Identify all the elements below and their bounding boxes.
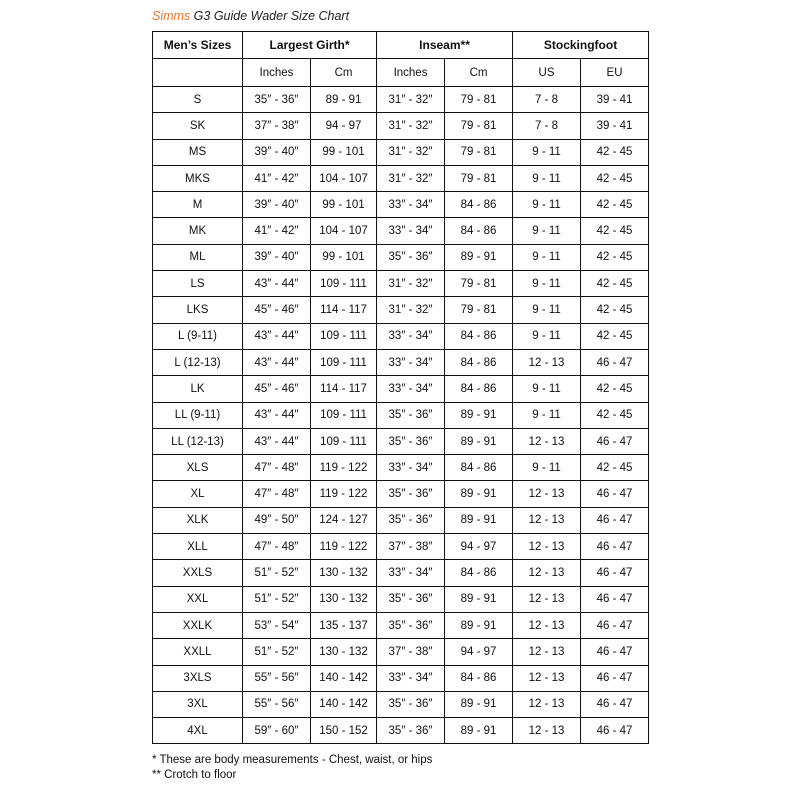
table-row (153, 139, 649, 165)
cell-us-size: 12 - 13 (513, 665, 581, 691)
cell-us-size: 9 - 11 (513, 297, 581, 323)
cell-girth-cm: 99 - 101 (311, 244, 377, 270)
cell-inseam-cm: 79 - 81 (445, 297, 513, 323)
footnotes (152, 753, 432, 783)
cell-inseam-inches: 31″ - 32″ (377, 165, 445, 191)
cell-inseam-cm: 89 - 91 (445, 718, 513, 744)
cell-girth-inches: 41″ - 42″ (243, 165, 311, 191)
cell-girth-cm: 130 - 132 (311, 560, 377, 586)
subheader-eu: EU (581, 59, 649, 87)
table-row (153, 455, 649, 481)
cell-inseam-inches: 35″ - 36″ (377, 402, 445, 428)
cell-inseam-inches: 33″ - 34″ (377, 665, 445, 691)
cell-size: XXLL (153, 639, 243, 665)
cell-eu-size: 39 - 41 (581, 113, 649, 139)
cell-size: L (9-11) (153, 323, 243, 349)
cell-girth-cm: 109 - 111 (311, 271, 377, 297)
cell-eu-size: 46 - 47 (581, 428, 649, 454)
cell-size: ML (153, 244, 243, 270)
cell-eu-size: 42 - 45 (581, 455, 649, 481)
cell-us-size: 12 - 13 (513, 718, 581, 744)
cell-us-size: 7 - 8 (513, 87, 581, 113)
table-row (153, 349, 649, 375)
cell-us-size: 9 - 11 (513, 192, 581, 218)
cell-size: XLL (153, 534, 243, 560)
cell-girth-inches: 45″ - 46″ (243, 297, 311, 323)
cell-girth-cm: 114 - 117 (311, 376, 377, 402)
cell-us-size: 12 - 13 (513, 560, 581, 586)
brand-name: Simms (152, 9, 191, 23)
cell-eu-size: 42 - 45 (581, 244, 649, 270)
cell-girth-inches: 39″ - 40″ (243, 139, 311, 165)
cell-inseam-cm: 84 - 86 (445, 349, 513, 375)
cell-eu-size: 39 - 41 (581, 87, 649, 113)
cell-inseam-cm: 84 - 86 (445, 323, 513, 349)
cell-size: XLS (153, 455, 243, 481)
cell-eu-size: 42 - 45 (581, 271, 649, 297)
cell-girth-inches: 43″ - 44″ (243, 271, 311, 297)
table-row (153, 297, 649, 323)
cell-girth-cm: 94 - 97 (311, 113, 377, 139)
cell-size: XXLK (153, 612, 243, 638)
cell-size: MS (153, 139, 243, 165)
footnote-crotch-to-floor: ** Crotch to floor (152, 769, 237, 781)
subheader-inseam-inches: Inches (377, 59, 445, 87)
cell-eu-size: 46 - 47 (581, 691, 649, 717)
cell-eu-size: 42 - 45 (581, 165, 649, 191)
cell-size: 3XL (153, 691, 243, 717)
cell-eu-size: 46 - 47 (581, 507, 649, 533)
chart-title (152, 9, 349, 23)
cell-inseam-cm: 79 - 81 (445, 271, 513, 297)
size-chart-table (152, 31, 649, 744)
cell-inseam-inches: 33″ - 34″ (377, 218, 445, 244)
cell-inseam-cm: 79 - 81 (445, 165, 513, 191)
cell-us-size: 9 - 11 (513, 271, 581, 297)
cell-size: LL (12-13) (153, 428, 243, 454)
cell-inseam-inches: 33″ - 34″ (377, 323, 445, 349)
cell-inseam-inches: 35″ - 36″ (377, 244, 445, 270)
cell-girth-inches: 49″ - 50″ (243, 507, 311, 533)
cell-girth-inches: 43″ - 44″ (243, 349, 311, 375)
table-row (153, 218, 649, 244)
cell-inseam-cm: 84 - 86 (445, 560, 513, 586)
cell-us-size: 12 - 13 (513, 349, 581, 375)
cell-us-size: 9 - 11 (513, 165, 581, 191)
cell-girth-inches: 59″ - 60″ (243, 718, 311, 744)
cell-size: 4XL (153, 718, 243, 744)
subheader-us: US (513, 59, 581, 87)
cell-girth-cm: 109 - 111 (311, 349, 377, 375)
cell-size: MKS (153, 165, 243, 191)
size-rows (153, 87, 649, 744)
cell-inseam-inches: 35″ - 36″ (377, 612, 445, 638)
cell-size: S (153, 87, 243, 113)
cell-size: SK (153, 113, 243, 139)
cell-girth-cm: 99 - 101 (311, 192, 377, 218)
cell-inseam-inches: 31″ - 32″ (377, 87, 445, 113)
cell-girth-cm: 104 - 107 (311, 165, 377, 191)
cell-eu-size: 46 - 47 (581, 534, 649, 560)
cell-girth-inches: 43″ - 44″ (243, 402, 311, 428)
cell-girth-cm: 119 - 122 (311, 455, 377, 481)
cell-inseam-cm: 89 - 91 (445, 691, 513, 717)
cell-inseam-inches: 35″ - 36″ (377, 428, 445, 454)
table-row (153, 428, 649, 454)
cell-girth-inches: 39″ - 40″ (243, 244, 311, 270)
cell-inseam-inches: 33″ - 34″ (377, 376, 445, 402)
table-row (153, 402, 649, 428)
cell-eu-size: 46 - 47 (581, 481, 649, 507)
cell-inseam-cm: 89 - 91 (445, 481, 513, 507)
cell-inseam-cm: 84 - 86 (445, 665, 513, 691)
cell-size: M (153, 192, 243, 218)
cell-us-size: 12 - 13 (513, 586, 581, 612)
cell-girth-inches: 51″ - 52″ (243, 586, 311, 612)
table-row (153, 323, 649, 349)
cell-inseam-inches: 31″ - 32″ (377, 271, 445, 297)
table-row (153, 507, 649, 533)
cell-size: LKS (153, 297, 243, 323)
header-largest-girth: Largest Girth* (243, 32, 377, 59)
table-row (153, 560, 649, 586)
cell-size: LL (9-11) (153, 402, 243, 428)
cell-us-size: 9 - 11 (513, 218, 581, 244)
cell-size: LK (153, 376, 243, 402)
cell-inseam-cm: 94 - 97 (445, 639, 513, 665)
cell-inseam-cm: 89 - 91 (445, 612, 513, 638)
cell-inseam-inches: 31″ - 32″ (377, 113, 445, 139)
cell-girth-cm: 130 - 132 (311, 639, 377, 665)
cell-girth-cm: 119 - 122 (311, 534, 377, 560)
cell-inseam-cm: 84 - 86 (445, 218, 513, 244)
cell-girth-inches: 51″ - 52″ (243, 639, 311, 665)
cell-inseam-cm: 79 - 81 (445, 87, 513, 113)
cell-size: L (12-13) (153, 349, 243, 375)
header-stockingfoot: Stockingfoot (513, 32, 649, 59)
subheader-girth-inches: Inches (243, 59, 311, 87)
cell-girth-inches: 47″ - 48″ (243, 534, 311, 560)
cell-inseam-cm: 84 - 86 (445, 376, 513, 402)
cell-inseam-cm: 89 - 91 (445, 244, 513, 270)
cell-eu-size: 46 - 47 (581, 639, 649, 665)
table-row (153, 691, 649, 717)
cell-girth-cm: 114 - 117 (311, 297, 377, 323)
cell-girth-inches: 37″ - 38″ (243, 113, 311, 139)
table-row (153, 481, 649, 507)
cell-girth-inches: 41″ - 42″ (243, 218, 311, 244)
cell-us-size: 9 - 11 (513, 139, 581, 165)
cell-inseam-cm: 89 - 91 (445, 586, 513, 612)
cell-inseam-inches: 37″ - 38″ (377, 639, 445, 665)
header-inseam: Inseam** (377, 32, 513, 59)
table-row (153, 113, 649, 139)
cell-inseam-inches: 35″ - 36″ (377, 691, 445, 717)
cell-girth-cm: 135 - 137 (311, 612, 377, 638)
cell-girth-inches: 43″ - 44″ (243, 428, 311, 454)
cell-size: XXLS (153, 560, 243, 586)
cell-inseam-inches: 31″ - 32″ (377, 139, 445, 165)
cell-girth-inches: 51″ - 52″ (243, 560, 311, 586)
cell-girth-cm: 104 - 107 (311, 218, 377, 244)
cell-inseam-cm: 89 - 91 (445, 507, 513, 533)
cell-us-size: 9 - 11 (513, 244, 581, 270)
cell-girth-inches: 47″ - 48″ (243, 481, 311, 507)
cell-size: XXL (153, 586, 243, 612)
cell-us-size: 9 - 11 (513, 323, 581, 349)
cell-girth-inches: 53″ - 54″ (243, 612, 311, 638)
cell-eu-size: 42 - 45 (581, 297, 649, 323)
cell-us-size: 9 - 11 (513, 455, 581, 481)
cell-us-size: 12 - 13 (513, 639, 581, 665)
cell-inseam-inches: 33″ - 34″ (377, 349, 445, 375)
table-row (153, 271, 649, 297)
table-row (153, 639, 649, 665)
table-row (153, 165, 649, 191)
cell-us-size: 12 - 13 (513, 691, 581, 717)
cell-eu-size: 42 - 45 (581, 323, 649, 349)
cell-eu-size: 46 - 47 (581, 560, 649, 586)
cell-size: XLK (153, 507, 243, 533)
cell-girth-inches: 47″ - 48″ (243, 455, 311, 481)
cell-us-size: 12 - 13 (513, 507, 581, 533)
cell-inseam-cm: 84 - 86 (445, 455, 513, 481)
cell-girth-inches: 45″ - 46″ (243, 376, 311, 402)
cell-inseam-cm: 79 - 81 (445, 139, 513, 165)
cell-girth-cm: 109 - 111 (311, 323, 377, 349)
cell-eu-size: 46 - 47 (581, 718, 649, 744)
cell-inseam-inches: 37″ - 38″ (377, 534, 445, 560)
cell-eu-size: 46 - 47 (581, 612, 649, 638)
table-row (153, 665, 649, 691)
footnote-body-measurements: * These are body measurements - Chest, waist, or hips (152, 754, 433, 766)
table-row (153, 612, 649, 638)
cell-girth-cm: 150 - 152 (311, 718, 377, 744)
cell-us-size: 12 - 13 (513, 428, 581, 454)
cell-inseam-cm: 79 - 81 (445, 113, 513, 139)
cell-girth-cm: 109 - 111 (311, 428, 377, 454)
cell-inseam-inches: 33″ - 34″ (377, 560, 445, 586)
subheader-blank (153, 59, 243, 87)
cell-size: MK (153, 218, 243, 244)
cell-inseam-inches: 35″ - 36″ (377, 718, 445, 744)
cell-inseam-inches: 31″ - 32″ (377, 297, 445, 323)
cell-us-size: 9 - 11 (513, 376, 581, 402)
cell-inseam-cm: 94 - 97 (445, 534, 513, 560)
cell-eu-size: 42 - 45 (581, 402, 649, 428)
cell-inseam-inches: 35″ - 36″ (377, 586, 445, 612)
cell-girth-inches: 35″ - 36″ (243, 87, 311, 113)
cell-us-size: 9 - 11 (513, 402, 581, 428)
subheader-girth-cm: Cm (311, 59, 377, 87)
table-row (153, 244, 649, 270)
cell-us-size: 7 - 8 (513, 113, 581, 139)
cell-girth-cm: 124 - 127 (311, 507, 377, 533)
table-row (153, 87, 649, 113)
table-row (153, 718, 649, 744)
cell-inseam-inches: 33″ - 34″ (377, 192, 445, 218)
cell-size: XL (153, 481, 243, 507)
cell-us-size: 12 - 13 (513, 481, 581, 507)
cell-girth-cm: 140 - 142 (311, 691, 377, 717)
cell-inseam-cm: 89 - 91 (445, 428, 513, 454)
cell-size: LS (153, 271, 243, 297)
subheader-inseam-cm: Cm (445, 59, 513, 87)
cell-girth-inches: 39″ - 40″ (243, 192, 311, 218)
table-row (153, 534, 649, 560)
table-row (153, 376, 649, 402)
cell-inseam-cm: 89 - 91 (445, 402, 513, 428)
cell-eu-size: 46 - 47 (581, 349, 649, 375)
cell-girth-cm: 130 - 132 (311, 586, 377, 612)
cell-girth-cm: 109 - 111 (311, 402, 377, 428)
cell-inseam-cm: 84 - 86 (445, 192, 513, 218)
table-row (153, 192, 649, 218)
cell-girth-inches: 43″ - 44″ (243, 323, 311, 349)
table-row (153, 586, 649, 612)
cell-eu-size: 42 - 45 (581, 218, 649, 244)
header-mens-sizes: Men’s Sizes (153, 32, 243, 59)
cell-eu-size: 42 - 45 (581, 192, 649, 218)
cell-girth-cm: 89 - 91 (311, 87, 377, 113)
cell-girth-cm: 99 - 101 (311, 139, 377, 165)
cell-eu-size: 42 - 45 (581, 376, 649, 402)
cell-eu-size: 42 - 45 (581, 139, 649, 165)
cell-eu-size: 46 - 47 (581, 586, 649, 612)
cell-size: 3XLS (153, 665, 243, 691)
cell-inseam-inches: 35″ - 36″ (377, 481, 445, 507)
cell-girth-inches: 55″ - 56″ (243, 665, 311, 691)
title-text: G3 Guide Wader Size Chart (190, 9, 350, 23)
cell-us-size: 12 - 13 (513, 534, 581, 560)
cell-girth-cm: 140 - 142 (311, 665, 377, 691)
cell-inseam-inches: 35″ - 36″ (377, 507, 445, 533)
cell-girth-cm: 119 - 122 (311, 481, 377, 507)
cell-eu-size: 46 - 47 (581, 665, 649, 691)
cell-inseam-inches: 33″ - 34″ (377, 455, 445, 481)
cell-girth-inches: 55″ - 56″ (243, 691, 311, 717)
cell-us-size: 12 - 13 (513, 612, 581, 638)
